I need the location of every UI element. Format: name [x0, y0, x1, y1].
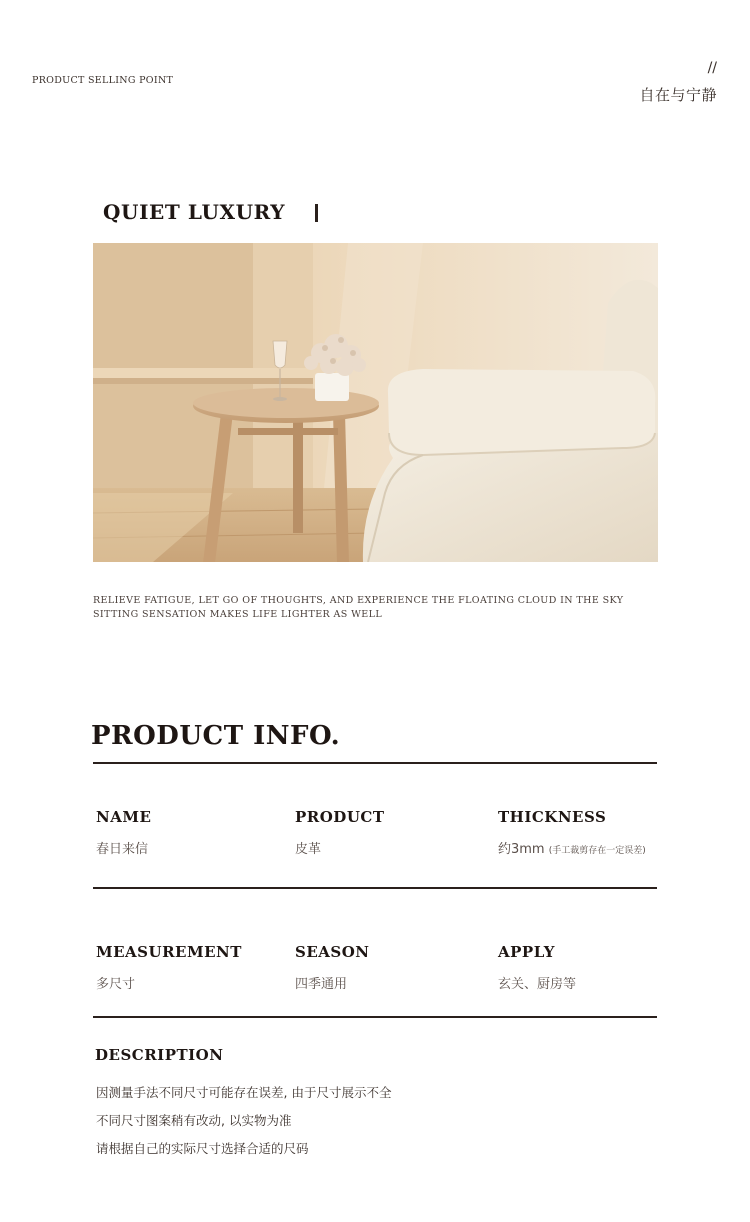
feature-caption	[93, 594, 623, 622]
info-value-wrap	[498, 838, 698, 857]
info-cell-season	[295, 943, 485, 992]
info-value: 春日来信	[96, 842, 149, 857]
info-cell-measurement	[96, 943, 286, 992]
title-divider-bar	[315, 204, 318, 222]
info-label: NAME	[96, 808, 152, 826]
section-kicker: PRODUCT SELLING POINT	[32, 75, 174, 86]
description-line: 因测量手法不同尺寸可能存在误差, 由于尺寸展示不全	[96, 1085, 392, 1100]
description-text	[96, 1079, 391, 1163]
info-value: 多尺寸	[96, 977, 136, 992]
info-value: 皮革	[295, 842, 322, 857]
divider-rule	[93, 762, 657, 764]
info-value: 四季通用	[295, 977, 348, 992]
feature-title: QUIET LUXURY	[103, 200, 286, 224]
tagline: 自在与宁静	[639, 86, 717, 104]
divider-rule	[93, 887, 657, 889]
decorative-slashes: //	[707, 60, 717, 76]
caption-line: RELIEVE FATIGUE, LET GO OF THOUGHTS, AND EXPERIENCE THE FLOATING CLOUD IN THE SKY	[93, 595, 624, 606]
description-line: 不同尺寸图案稍有改动, 以实物为准	[96, 1113, 292, 1128]
info-cell-name	[96, 808, 286, 857]
info-label: PRODUCT	[295, 808, 385, 826]
product-photo	[93, 243, 658, 562]
info-label: MEASUREMENT	[96, 943, 242, 961]
info-cell-apply	[498, 943, 688, 992]
info-value: 玄关、厨房等	[498, 977, 577, 992]
info-value: 约3mm	[498, 842, 545, 857]
caption-line: SITTING SENSATION MAKES LIFE LIGHTER AS WELL	[93, 609, 383, 620]
description-label: DESCRIPTION	[95, 1046, 224, 1064]
info-label: THICKNESS	[498, 808, 607, 826]
product-info-title: PRODUCT INFO.	[91, 721, 341, 751]
description-line: 请根据自己的实际尺寸选择合适的尺码	[96, 1141, 309, 1156]
info-label: APPLY	[498, 943, 555, 961]
info-cell-thickness	[498, 808, 698, 857]
info-cell-product	[295, 808, 485, 857]
info-label: SEASON	[295, 943, 370, 961]
divider-rule	[93, 1016, 657, 1018]
info-note: (手工裁剪存在一定误差)	[548, 846, 646, 856]
